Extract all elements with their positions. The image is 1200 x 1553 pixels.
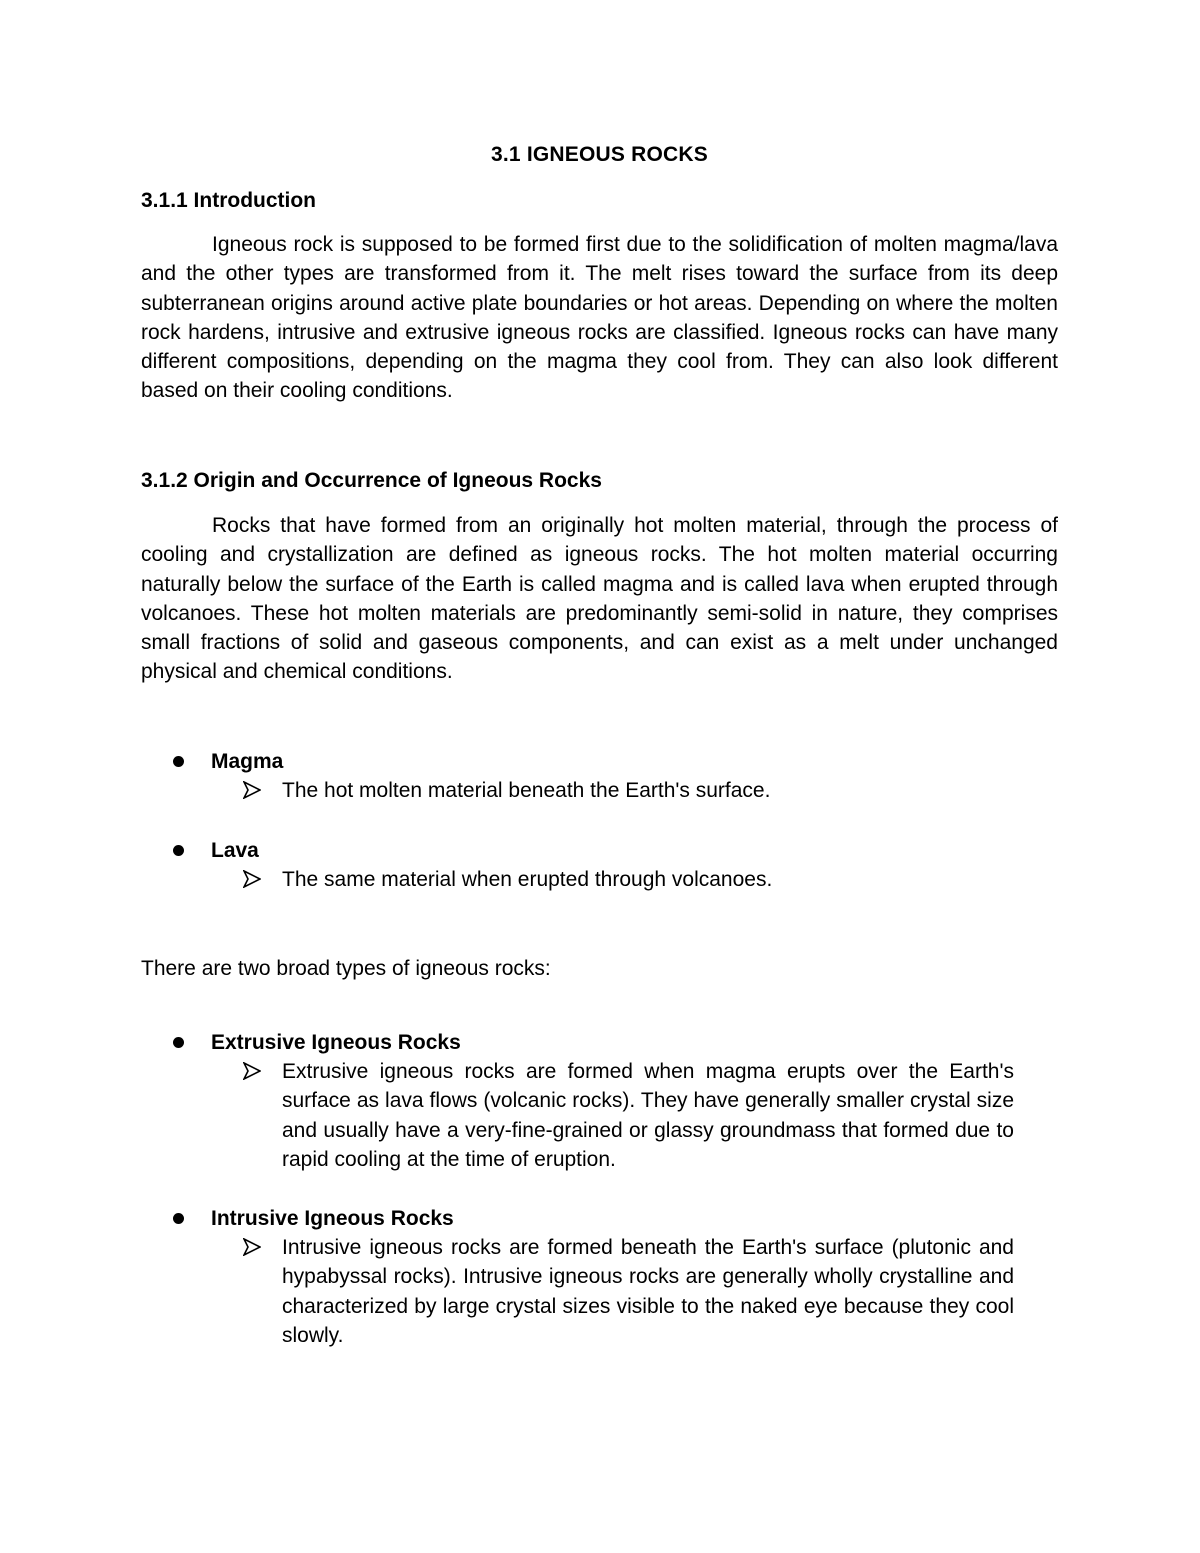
bullet-detail: The hot molten material beneath the Earth's surface. — [282, 779, 771, 802]
list-item — [173, 747, 1058, 805]
sub-list-item — [243, 1057, 1014, 1174]
bullet-icon — [173, 845, 184, 856]
section-heading-origin: 3.1.2 Origin and Occurrence of Igneous Rocks — [141, 469, 602, 492]
bullet-icon — [173, 1213, 184, 1224]
arrow-bullet-icon — [243, 1238, 261, 1256]
arrow-bullet-icon — [243, 781, 261, 799]
bullet-label: Magma — [211, 749, 284, 773]
list-item — [173, 1028, 1058, 1174]
arrow-bullet-icon — [243, 1062, 261, 1080]
list-item — [173, 836, 1058, 894]
bullet-label: Intrusive Igneous Rocks — [211, 1206, 454, 1230]
sub-list-item — [243, 865, 1014, 894]
types-intro-text: There are two broad types of igneous rocks: — [141, 957, 551, 980]
bullet-label: Lava — [211, 838, 259, 862]
bullet-detail: The same material when erupted through volcanoes. — [282, 868, 773, 891]
section-heading-introduction: 3.1.1 Introduction — [141, 189, 317, 212]
page-title: 3.1 IGNEOUS ROCKS — [491, 143, 708, 166]
sub-list-item — [243, 1233, 1014, 1350]
list-item — [173, 1204, 1058, 1350]
bullet-icon — [173, 756, 184, 767]
bullet-label: Extrusive Igneous Rocks — [211, 1030, 461, 1054]
document-page — [141, 0, 1058, 1553]
bullet-icon — [173, 1037, 184, 1048]
bullet-detail: Intrusive igneous rocks are formed beneath the Earth's surface (plutonic and hypabyssal rocks). Intrusive igneous rocks are generally wholly crystalline and characterized by large crystal sizes visible to the naked eye because they cool slowly. — [282, 1236, 1014, 1347]
introduction-paragraph: Igneous rock is supposed to be formed first due to the solidification of molten magma/lava and the other types are transformed from it. The melt rises toward the surface from its deep subterranean origins around active plate boundaries or hot areas. Depending on where the molten rock hardens, intrusive and extrusive igneous rocks are classified. Igneous rocks can have many different compositions, depending on the magma they cool from. They can also look different based on their cooling conditions. — [141, 233, 1058, 403]
sub-list-item — [243, 776, 1014, 805]
bullet-detail: Extrusive igneous rocks are formed when magma erupts over the Earth's surface as lava flows (volcanic rocks). They have generally smaller crystal size and usually have a very-fine-grained or glassy groundmass that formed due to rapid cooling at the time of eruption. — [282, 1060, 1014, 1171]
arrow-bullet-icon — [243, 870, 261, 888]
origin-paragraph: Rocks that have formed from an originally hot molten material, through the process of cooling and crystallization are defined as igneous rocks. The hot molten material occurring naturally below the surface of the Earth is called magma and is called lava when erupted through volcanoes. These hot molten materials are predominantly semi-solid in nature, they comprises small fractions of solid and gaseous components, and can exist as a melt under unchanged physical and chemical conditions. — [141, 514, 1058, 684]
